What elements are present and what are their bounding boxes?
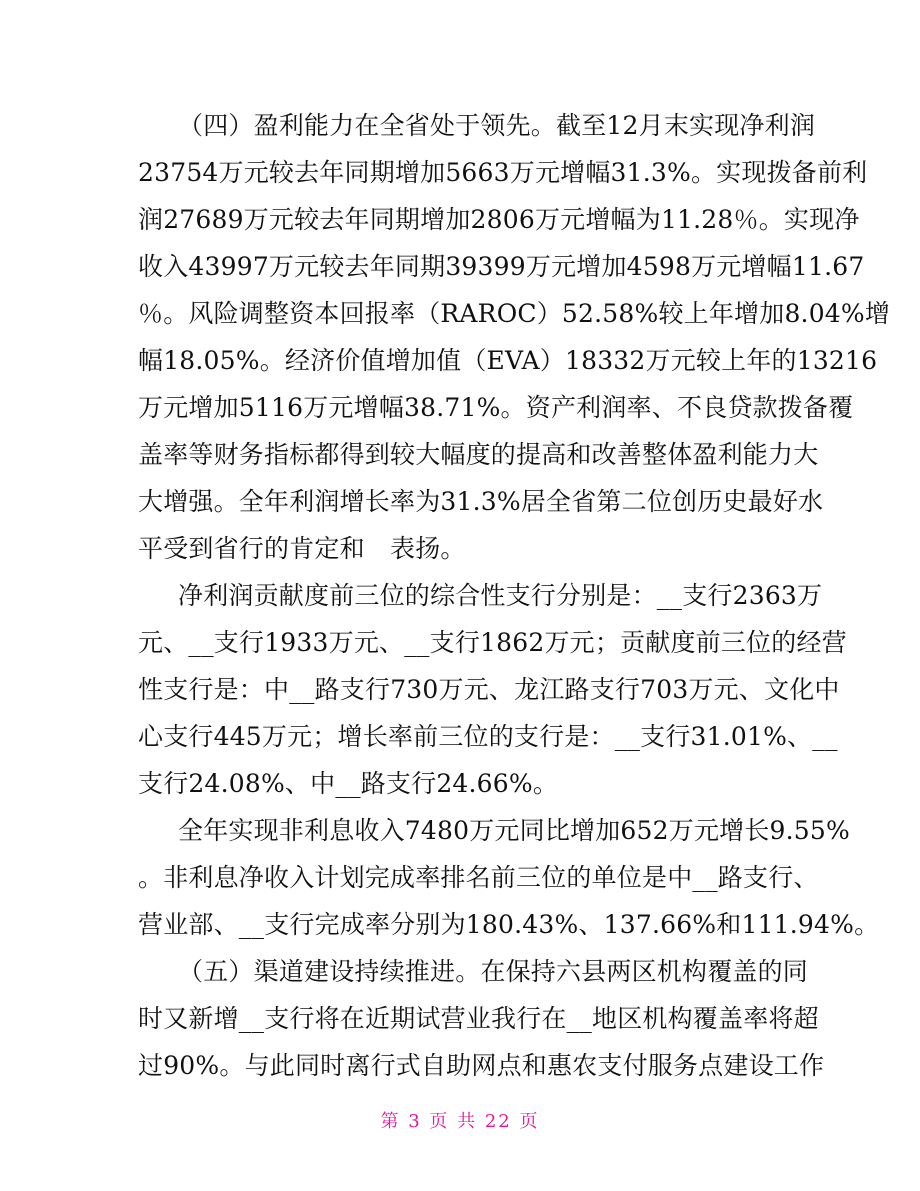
paragraph-line: 心支行445万元；增长率前三位的支行是：__支行31.01%、__: [138, 722, 838, 751]
paragraph-line: 全年实现非利息收入7480万元同比增加652万元增长9.55%: [178, 816, 850, 845]
paragraph-line: 营业部、__支行完成率分别为180.43%、137.66%和111.94%。: [138, 910, 880, 939]
paragraph-line: 净利润贡献度前三位的综合性支行分别是：__支行2363万: [178, 581, 823, 610]
paragraph-line: 时又新增__支行将在近期试营业我行在__地区机构覆盖率将超: [138, 1004, 819, 1033]
paragraph-line: （四）盈利能力在全省处于领先。截至12月末实现净利润: [178, 111, 816, 140]
paragraph-line: 平受到省行的肯定和 表扬。: [138, 534, 466, 563]
paragraph-line: 支行24.08%、中__路支行24.66%。: [138, 769, 559, 798]
paragraph-line: 盖率等财务指标都得到较大幅度的提高和改善整体盈利能力大: [138, 440, 819, 469]
paragraph-line: 性支行是：中__路支行730万元、龙江路支行703万元、文化中: [138, 675, 840, 704]
paragraph-line: 万元增加5116万元增幅38.71%。资产利润率、不良贷款拨备覆: [138, 393, 854, 422]
paragraph-line: 23754万元较去年同期增加5663万元增幅31.3%。实现拨备前利: [138, 158, 868, 187]
page-number-footer: 第 3 页 共 22 页: [380, 1111, 540, 1132]
paragraph-line: 润27689万元较去年同期增加2806万元增幅为11.28％。实现净: [138, 205, 860, 234]
paragraph-line: ％。风险调整资本回报率（RAROC）52.58%较上年增加8.04%增: [138, 299, 891, 328]
paragraph-line: 幅18.05%。经济价值增加值（EVA）18332万元较上年的13216: [138, 346, 878, 375]
paragraph-line: 收入43997万元较去年同期39399万元增加4598万元增幅11.67: [138, 252, 865, 281]
paragraph-line: 大增强。全年利润增长率为31.3%居全省第二位创历史最好水: [138, 487, 824, 516]
paragraph-line: 。非利息净收入计划完成率排名前三位的单位是中__路支行、: [138, 863, 819, 892]
paragraph-line: 元、__支行1933万元、__支行1862万元；贡献度前三位的经营: [138, 628, 847, 657]
paragraph-line: （五）渠道建设持续推进。在保持六县两区机构覆盖的同: [178, 957, 809, 986]
paragraph-line: 过90%。与此同时离行式自助网点和惠农支付服务点建设工作: [138, 1051, 825, 1080]
